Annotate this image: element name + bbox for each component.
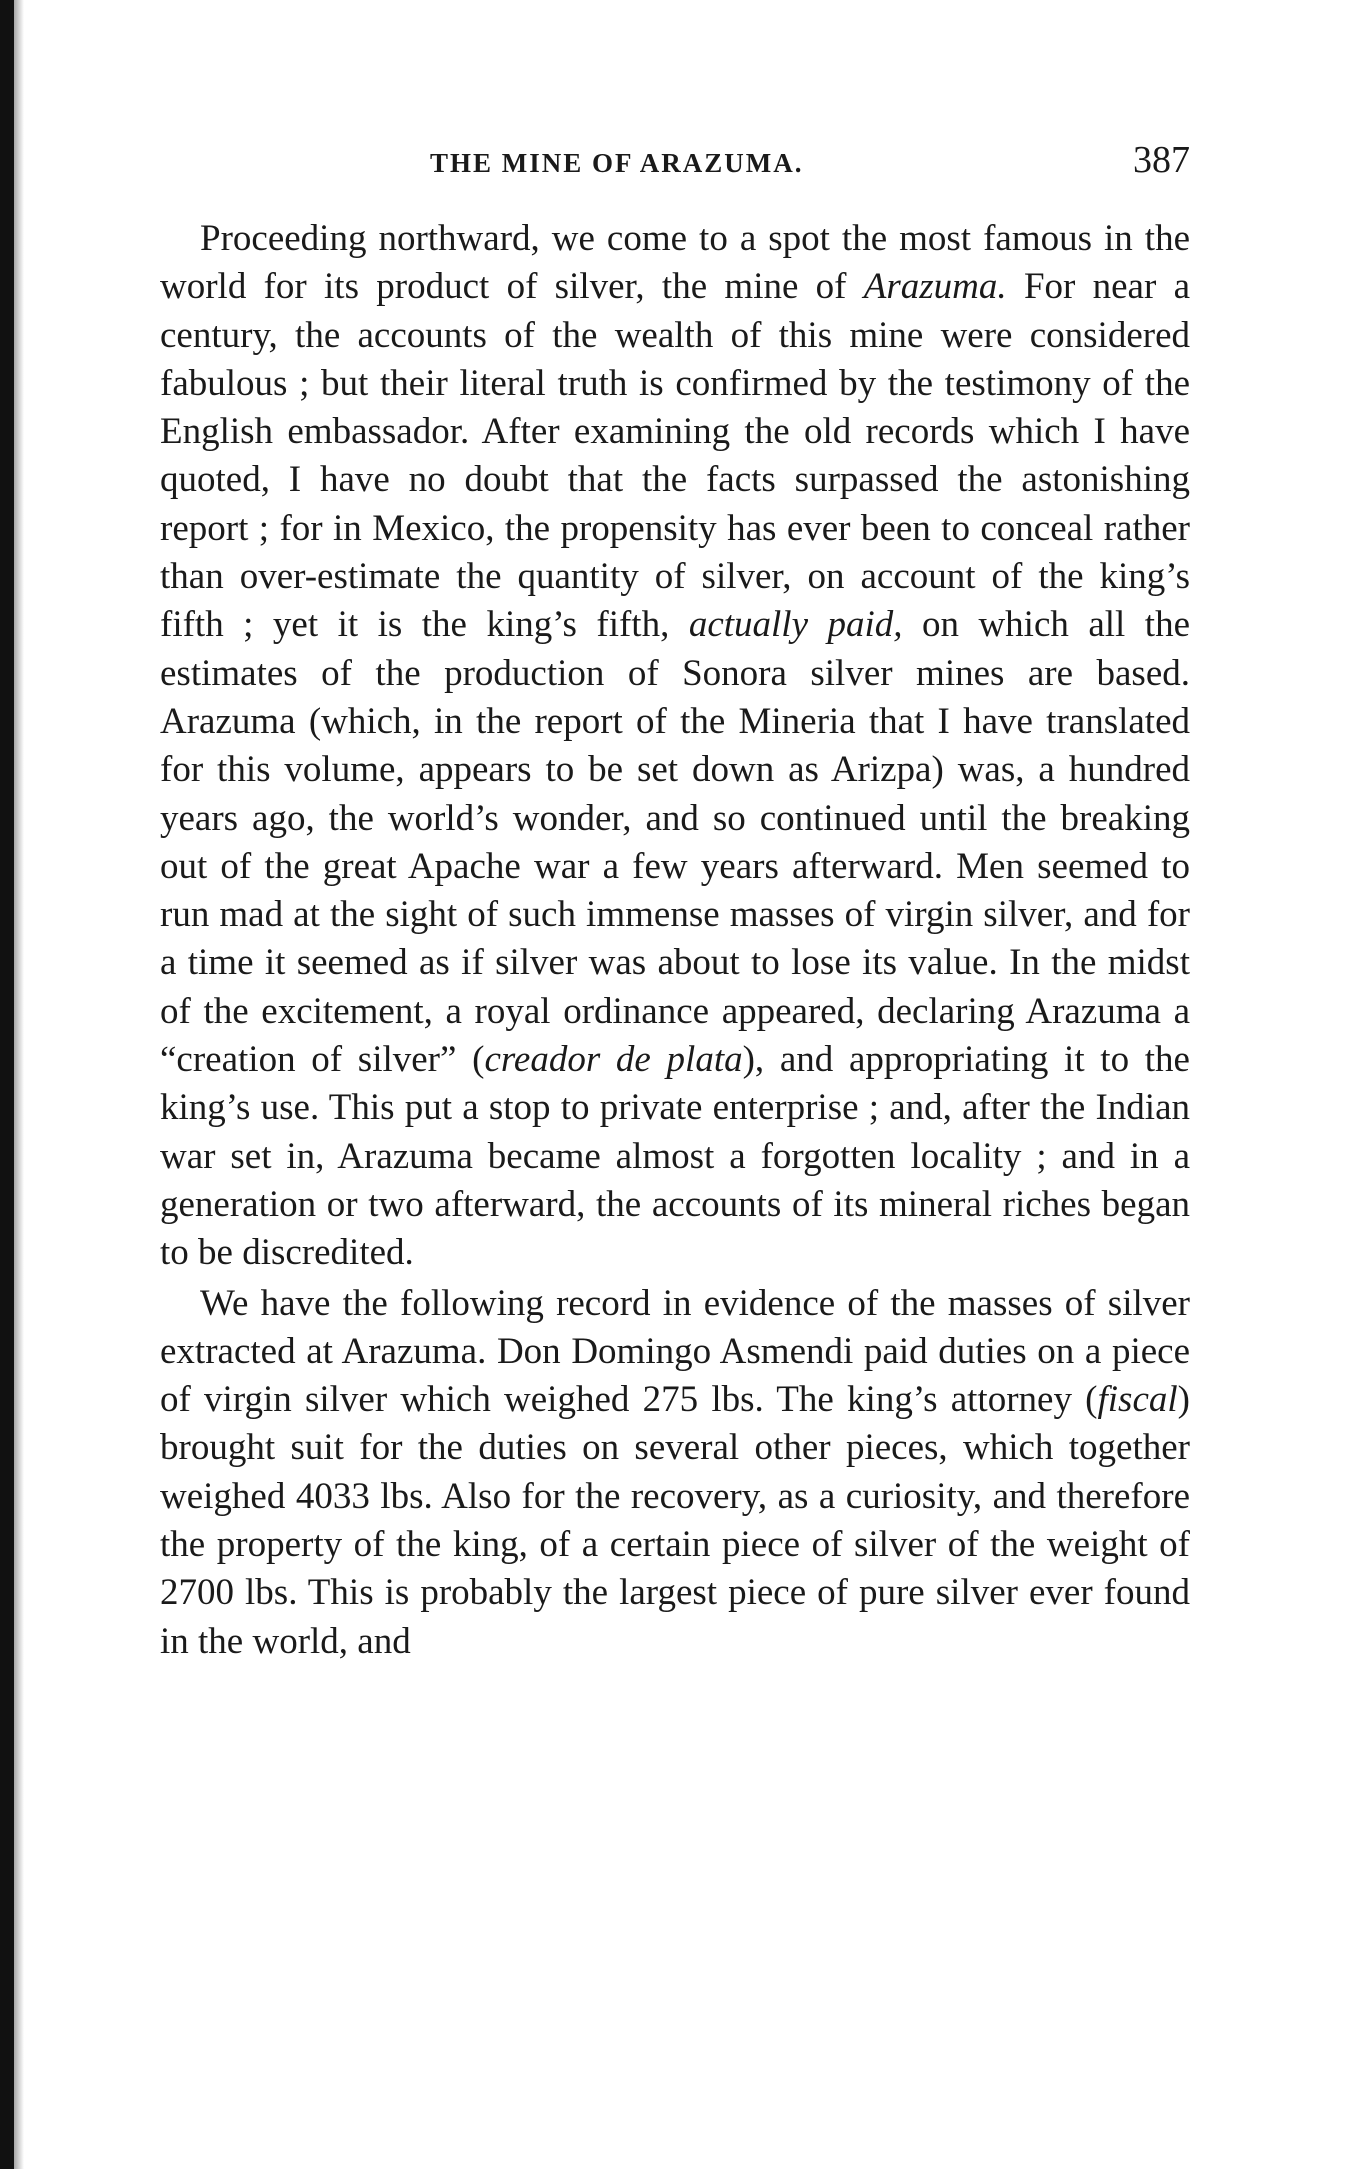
binding-shadow: [14, 0, 24, 2169]
page-header: [160, 138, 1190, 188]
running-head: THE MINE OF ARAZUMA.: [430, 148, 804, 178]
text-span: ), and appropriating it to the king’s use. This put a stop to private enterprise ; and, after the Indian war set in, Arazuma became almost a forgotten locality ; and in a generation or two afterward, the accounts of its mineral riches began to be discredited.: [160, 1039, 1190, 1274]
italic-text-span: Arazuma.: [863, 266, 1007, 308]
text-span: ) brought suit for the duties on several other pieces, which together weighed 4033 lbs. Also for the recovery, as a curiosity, and therefore the property of the king, of a certain piece of silver of the weight of 2700 lbs. This is probably the largest piece of pure silver ever found in the world, and: [160, 1379, 1190, 1662]
text-span: For near a century, the accounts of the wealth of this mine were considered fabulous ; but their literal truth is confirmed by the testimony of the English embassador. After examining the old records which I have quoted, I have no doubt that the facts surpassed the astonishing report ; for in Mexico, the propensity has ever been to conceal rather than over-estimate the quantity of silver, on account of the king’s fifth ; yet it is the king’s fifth,: [160, 266, 1190, 646]
italic-text-span: creador de plata: [484, 1039, 743, 1081]
text-span: on which all the estimates of the production of Sonora silver mines are based. Arazuma (which, in the report of the Mineria that I have translated for this volume, appears to be set down as Arizpa) was, a hundred years ago, the world’s wonder, and so continued until the breaking out of the great Apache war a few years afterward. Men seemed to run mad at the sight of such immense masses of virgin silver, and for a time it seemed as if silver was about to lose its value. In the midst of the excitement, a royal ordinance appeared, declaring Arazuma a “creation of silver” (: [160, 604, 1190, 1081]
italic-text-span: fiscal: [1097, 1379, 1178, 1421]
paragraph-1: [160, 215, 1190, 1278]
page-number: 387: [1133, 139, 1190, 181]
text-span: Proceeding northward, we come to a spot the most famous in the world for its product of silver, the mine of: [160, 218, 1190, 308]
italic-text-span: actually paid,: [688, 604, 903, 646]
text-block: [160, 215, 1190, 1666]
binding-edge: [0, 0, 14, 2169]
paragraph-2: [160, 1280, 1190, 1666]
text-span: We have the following record in evidence of the masses of silver extracted at Arazuma. Don Domingo Asmendi paid duties on a piece of virgin silver which weighed 275 lbs. The king’s attorney (: [160, 1282, 1190, 1421]
